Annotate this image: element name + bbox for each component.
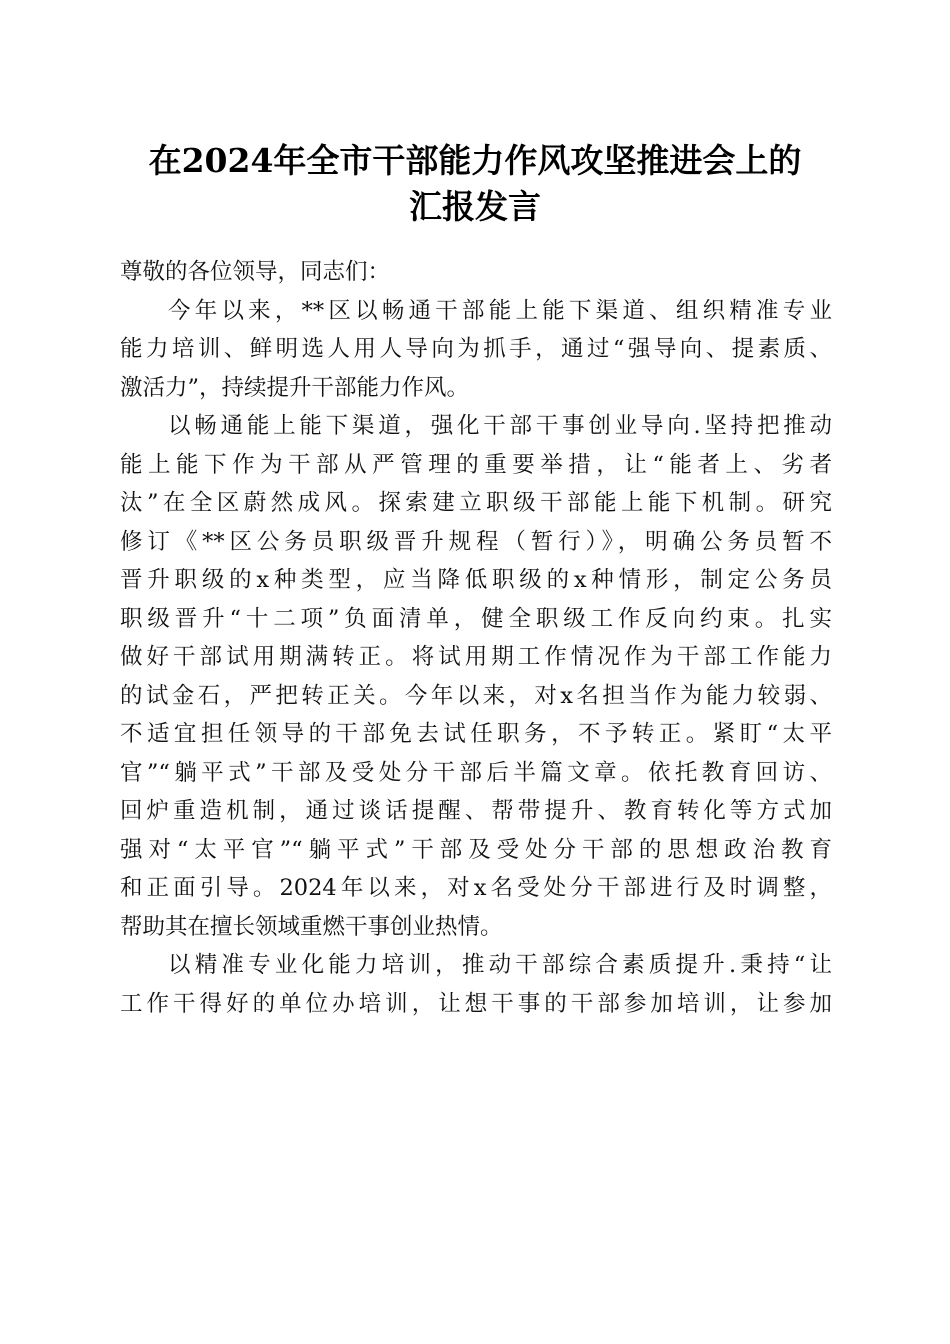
document-body — [120, 253, 832, 1023]
paragraph-2-line-4: 修订《**区公务员职级晋升规程（暂行）》，明确公务员暂不 — [120, 528, 832, 555]
paragraph-3-line-2: 工作干得好的单位办培训，让想干事的干部参加培训，让参加 — [120, 990, 832, 1017]
paragraph-2-line-9: 不适宜担任领导的干部免去试任职务，不予转正。紧盯“太平 — [120, 721, 832, 747]
paragraph-2-line-1: 以畅通能上能下渠道，强化干部干事创业导向.坚持把推动 — [168, 413, 832, 439]
paragraph-2-line-3: 汰”在全区蔚然成风。探索建立职级干部能上能下机制。研究 — [120, 490, 832, 516]
paragraph-2-line-12: 强对“太平官”“躺平式”干部及受处分干部的思想政治教育 — [120, 836, 832, 863]
paragraph-1-line-1: 今年以来，**区以畅通干部能上能下渠道、组织精准专业 — [168, 297, 832, 324]
document-title — [0, 138, 950, 230]
paragraph-3-line-1: 以精准专业化能力培训，推动干部综合素质提升.秉持“让 — [168, 952, 832, 978]
paragraph-2-line-7: 做好干部试用期满转正。将试用期工作情况作为干部工作能力 — [120, 644, 832, 670]
title-line-1: 在2024年全市干部能力作风攻坚推进会上的 — [148, 141, 802, 180]
paragraph-2-line-6: 职级晋升“十二项”负面清单，健全职级工作反向约束。扎实 — [120, 605, 832, 632]
paragraph-2-line-8: 的试金石，严把转正关。今年以来，对x名担当作为能力较弱、 — [120, 682, 832, 709]
paragraph-1-line-3: 激活力”，持续提升干部能力作风。 — [120, 374, 470, 401]
salutation: 尊敬的各位领导，同志们： — [120, 259, 391, 285]
title-line-2: 汇报发言 — [409, 187, 541, 226]
paragraph-1-line-2: 能力培训、鲜明选人用人导向为抓手，通过“强导向、提素质、 — [120, 336, 832, 362]
paragraph-2-line-14: 帮助其在擅长领域重燃干事创业热情。 — [120, 913, 503, 940]
paragraph-2-line-5: 晋升职级的x种类型，应当降低职级的x种情形，制定公务员 — [120, 567, 832, 593]
paragraph-2-line-10: 官”“躺平式”干部及受处分干部后半篇文章。依托教育回访、 — [120, 759, 832, 786]
paragraph-2-line-13: 和正面引导。2024年以来，对x名受处分干部进行及时调整， — [120, 875, 832, 901]
paragraph-2-line-2: 能上能下作为干部从严管理的重要举措，让“能者上、劣者 — [120, 451, 832, 478]
paragraph-2-line-11: 回炉重造机制，通过谈话提醒、帮带提升、教育转化等方式加 — [120, 798, 832, 824]
